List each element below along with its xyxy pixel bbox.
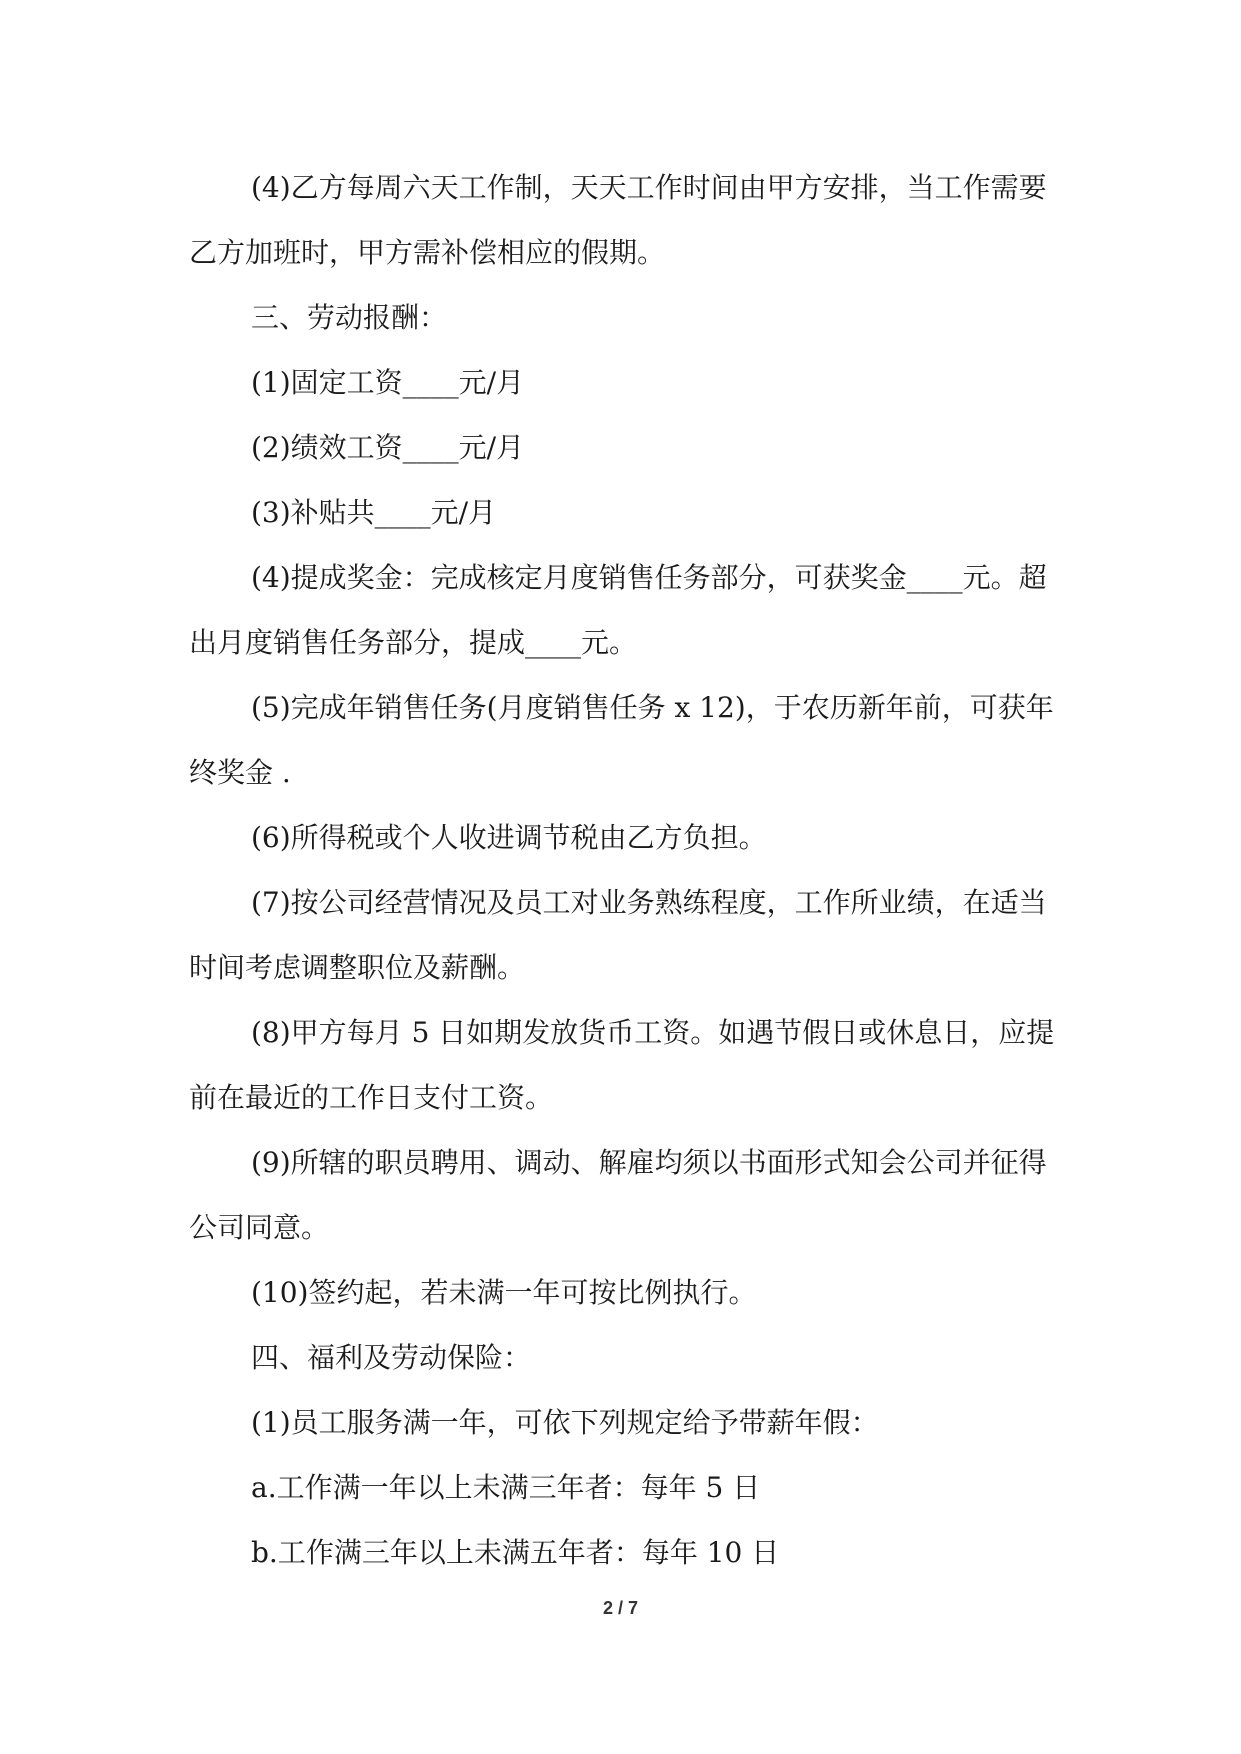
paragraph-paid-leave: (1)员工服务满一年，可依下列规定给予带薪年假： — [251, 1406, 879, 1439]
paragraph-position-adjustment: (7)按公司经营情况及员工对业务熟练程度，工作所业绩，在适当时间考虑调整职位及薪酬。 — [189, 886, 1047, 984]
paragraph-proration: (10)签约起，若未满一年可按比例执行。 — [251, 1276, 757, 1309]
heading-labor-remuneration: 三、劳动报酬： — [251, 301, 448, 334]
paragraph-allowance: (3)补贴共____元/月 — [251, 496, 497, 529]
page-number: 2 / 7 — [602, 1598, 639, 1618]
paragraph-performance-salary: (2)绩效工资____元/月 — [251, 431, 525, 464]
paragraph-payday: (8)甲方每月 5 日如期发放货币工资。如遇节假日或休息日，应提前在最近的工作日支付工资。 — [189, 1016, 1055, 1114]
paragraph-staff-hiring: (9)所辖的职员聘用、调动、解雇均须以书面形式知会公司并征得公司同意。 — [189, 1146, 1047, 1244]
paragraph-fixed-salary: (1)固定工资____元/月 — [251, 366, 525, 399]
paragraph-annual-bonus: (5)完成年销售任务(月度销售任务 x 12)，于农历新年前，可获年终奖金 . — [189, 691, 1054, 789]
paragraph-income-tax: (6)所得税或个人收进调节税由乙方负担。 — [251, 821, 767, 854]
paragraph-commission-bonus: (4)提成奖金：完成核定月度销售任务部分，可获奖金____元。超出月度销售任务部分，提成____元。 — [189, 561, 1047, 659]
list-item-leave-tier-a: a.工作满一年以上未满三年者：每年 5 日 — [251, 1471, 761, 1504]
list-item-leave-tier-b: b.工作满三年以上未满五年者：每年 10 日 — [251, 1536, 780, 1569]
heading-welfare-insurance: 四、福利及劳动保险： — [251, 1341, 532, 1374]
paragraph-work-schedule: (4)乙方每周六天工作制，天天工作时间由甲方安排，当工作需要乙方加班时，甲方需补偿相应的假期。 — [189, 171, 1047, 269]
